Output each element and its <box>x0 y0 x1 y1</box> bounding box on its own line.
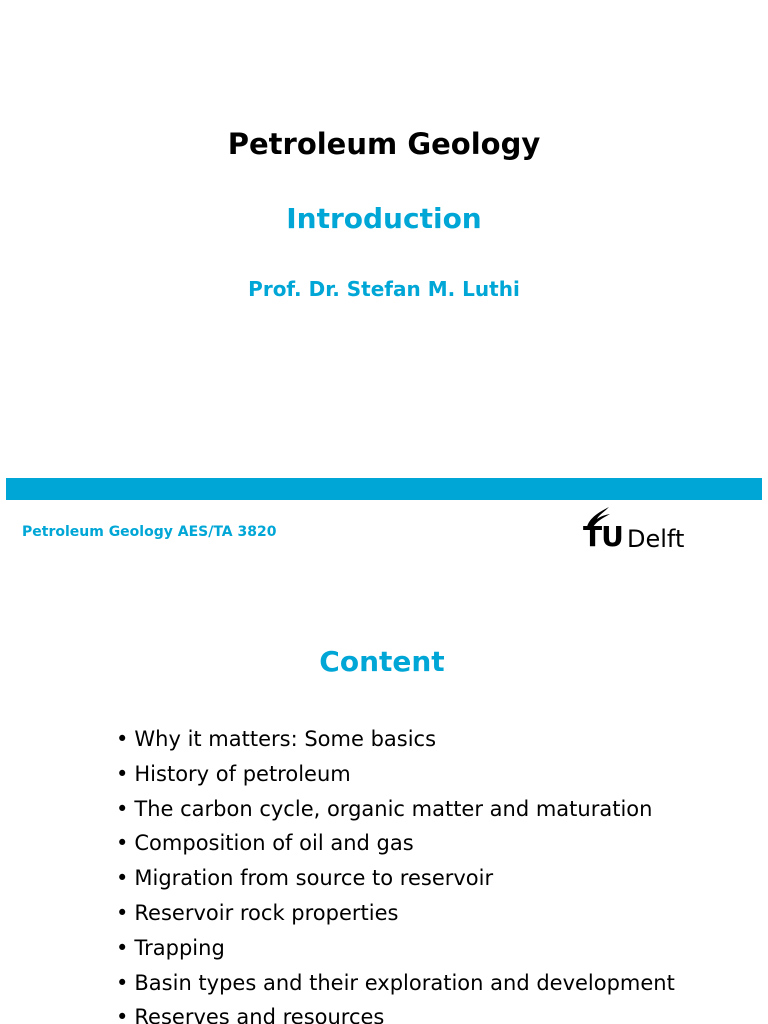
slide-title: Petroleum Geology <box>227 127 541 161</box>
footer-course-label: Petroleum Geology AES/TA 3820 <box>22 524 277 540</box>
list-item: • Migration from source to reservoir <box>116 861 675 896</box>
list-item: • Trapping <box>116 931 675 966</box>
tu-delft-logo <box>583 505 708 555</box>
list-item: • History of petroleum <box>116 757 675 792</box>
list-item: • Basin types and their exploration and development <box>116 966 675 1001</box>
content-list <box>116 722 675 1024</box>
logo-delft-text: Delft <box>627 525 685 553</box>
slide-subtitle: Introduction <box>286 202 482 235</box>
list-item: • Reservoir rock properties <box>116 896 675 931</box>
logo-tu-text: TU <box>583 520 623 553</box>
accent-bar <box>6 478 762 500</box>
list-item: • Why it matters: Some basics <box>116 722 675 757</box>
list-item: • The carbon cycle, organic matter and maturation <box>116 792 675 827</box>
list-item: • Reserves and resources <box>116 1000 675 1024</box>
content-title: Content <box>319 645 445 678</box>
slide-author: Prof. Dr. Stefan M. Luthi <box>248 277 520 301</box>
list-item: • Composition of oil and gas <box>116 826 675 861</box>
